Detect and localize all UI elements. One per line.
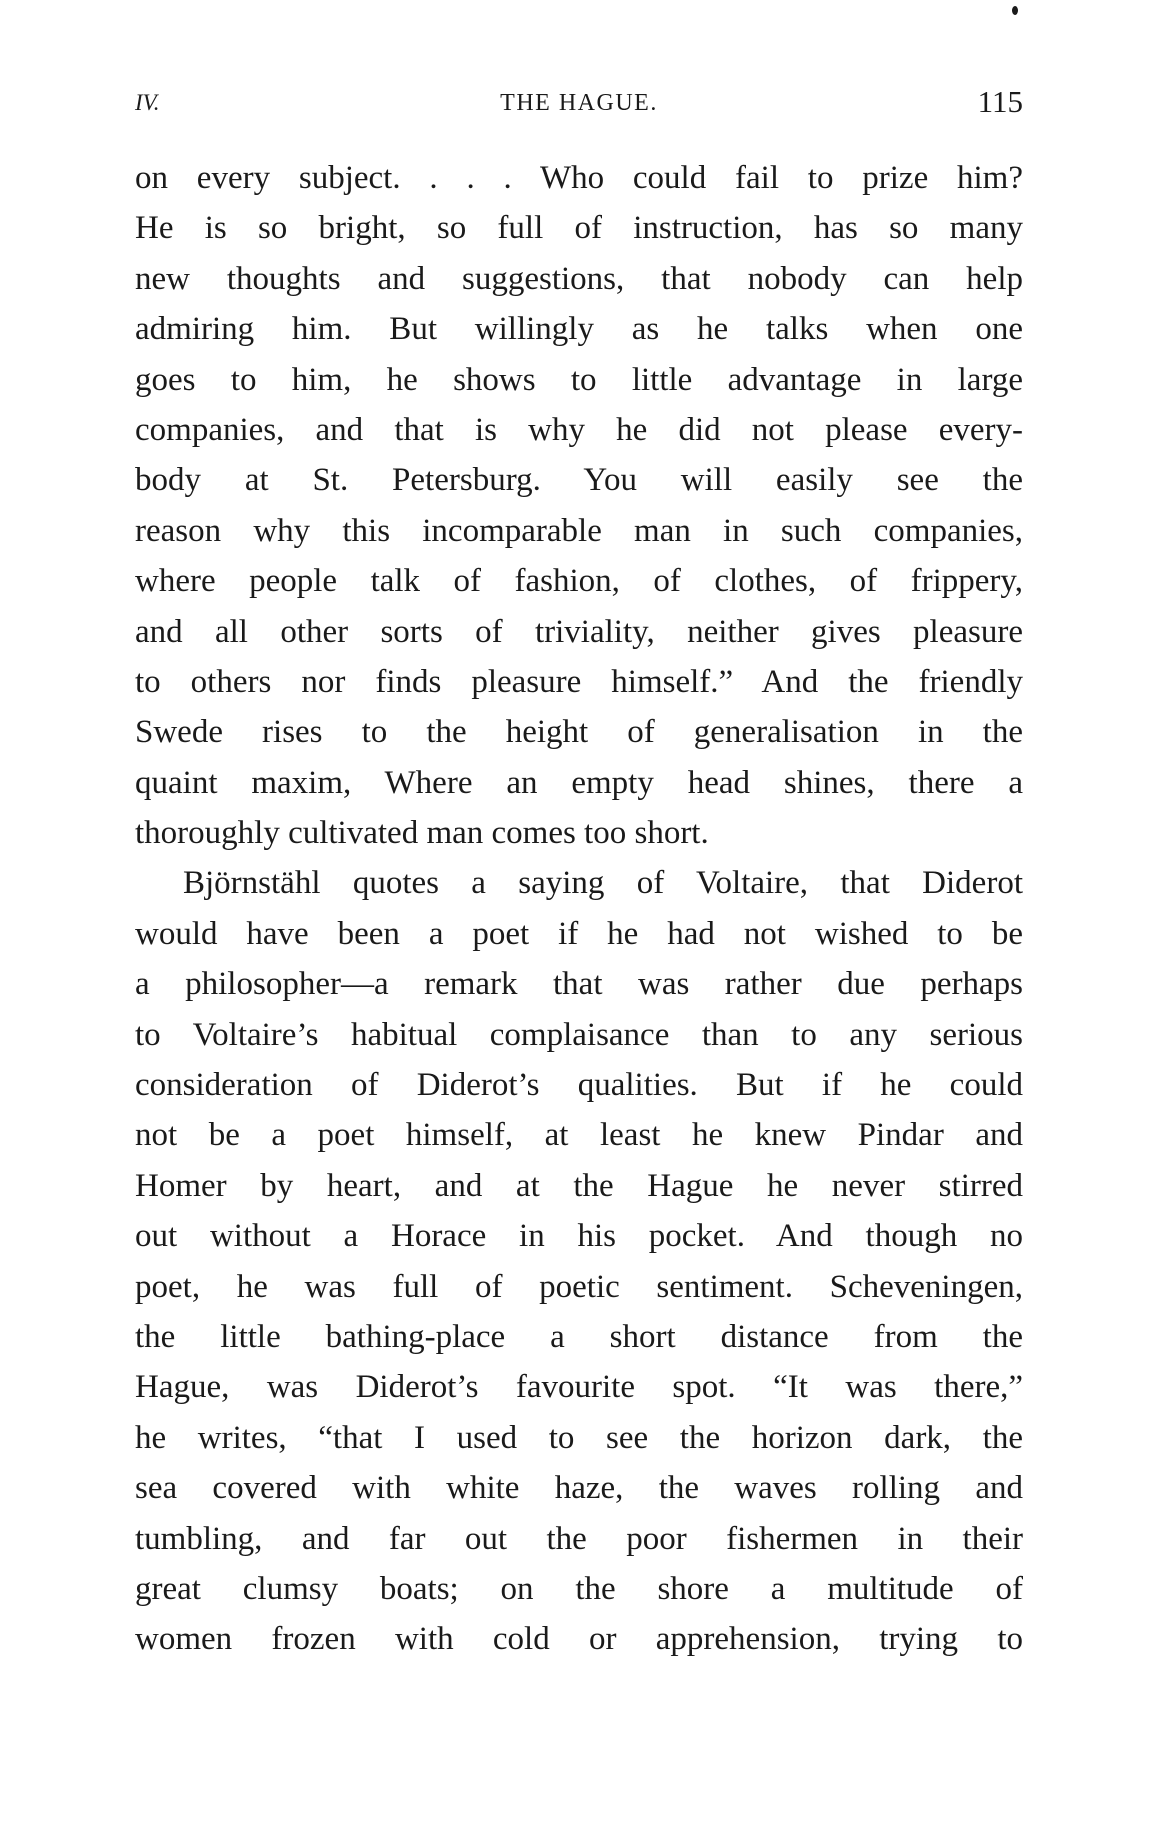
text-line: women frozen with cold or apprehension, trying to [135,1621,1023,1658]
running-head [135,84,1023,124]
text-line: Björnstähl quotes a saying of Voltaire, that Diderot [183,865,1023,902]
text-line: sea covered with white haze, the waves rolling and [135,1470,1023,1507]
text-line: goes to him, he shows to little advantage in large [135,361,1023,398]
text-line: would have been a poet if he had not wished to be [135,915,1023,952]
text-line: tumbling, and far out the poor fishermen in their [135,1520,1023,1557]
text-line: Swede rises to the height of generalisation in the [135,714,1023,751]
text-line: to Voltaire’s habitual complaisance than to any serious [135,1016,1023,1053]
text-line: He is so bright, so full of instruction, has so many [135,210,1023,247]
text-line: Homer by heart, and at the Hague he never stirred [135,1167,1023,1204]
text-line: companies, and that is why he did not please every- [135,411,1023,448]
text-line: where people talk of fashion, of clothes, of frippery, [135,563,1023,600]
text-line: consideration of Diderot’s qualities. But if he could [135,1067,1023,1104]
ink-speck [1012,6,1018,15]
text-line: not be a poet himself, at least he knew Pindar and [135,1117,1023,1154]
text-line: poet, he was full of poetic sentiment. Scheveningen, [135,1268,1023,1305]
text-line: a philosopher—a remark that was rather due perhaps [135,966,1023,1003]
text-line: admiring him. But willingly as he talks when one [135,311,1023,348]
text-line: on every subject. . . . Who could fail to prize him? [135,160,1023,196]
chapter-number: IV. [135,90,160,115]
text-line: and all other sorts of triviality, neither gives pleasure [135,613,1023,650]
text-line: to others nor finds pleasure himself.” And the friendly [135,663,1023,700]
text-line: Hague, was Diderot’s favourite spot. “It was there,” [135,1369,1023,1406]
text-line: he writes, “that I used to see the horizon dark, the [135,1419,1023,1456]
text-line: new thoughts and suggestions, that nobody can help [135,260,1023,297]
text-line: the little bathing-place a short distance from the [135,1318,1023,1355]
text-line: thoroughly cultivated man comes too short. [135,815,709,852]
text-line: body at St. Petersburg. You will easily see the [135,462,1023,499]
running-title: THE HAGUE. [500,90,658,116]
text-line: reason why this incomparable man in such companies, [135,512,1023,549]
text-line: great clumsy boats; on the shore a multitude of [135,1570,1023,1607]
body-text [135,153,1023,1665]
text-line: out without a Horace in his pocket. And though no [135,1218,1023,1255]
page-number: 115 [977,84,1023,119]
text-line: quaint maxim, Where an empty head shines, there a [135,764,1023,801]
